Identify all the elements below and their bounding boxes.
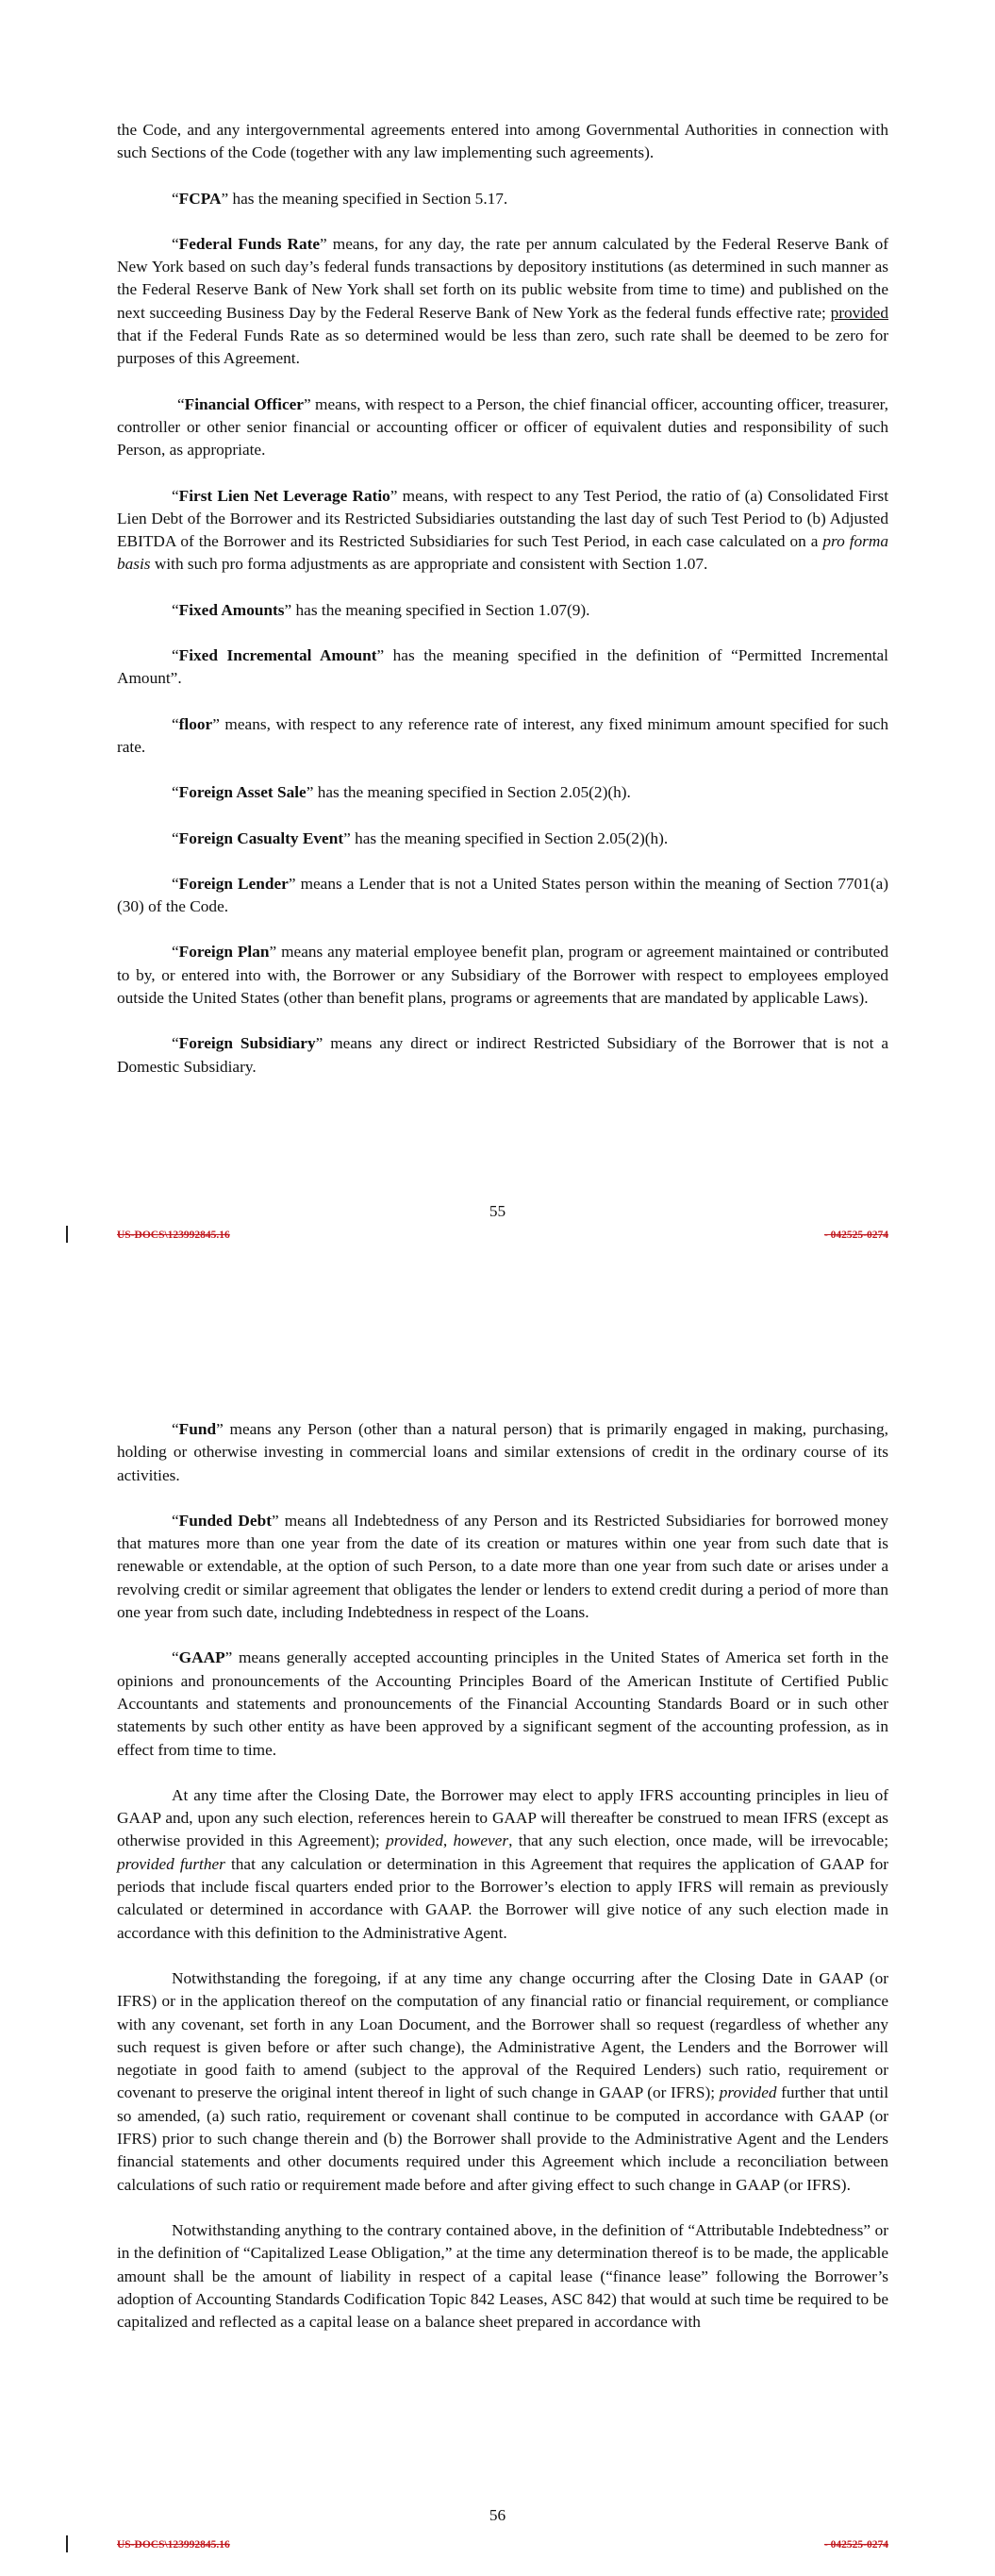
- defined-term: GAAP: [178, 1648, 225, 1667]
- italic-text: pro forma basis: [117, 532, 888, 574]
- footer-doc-ref: - 042525-0274: [823, 1229, 888, 1241]
- footer-doc-id: US-DOCS\123992845.16: [117, 1229, 230, 1241]
- definition-funded-debt: “Funded Debt” means all Indebtedness of any Person and its Restricted Subsidiaries for borrowed money that matures more than one year from the date of its creation or matures within one year from such date that is renewable or extendable, at the option of such Person, to a date more than one year from such date or arises under a revolving credit or similar agreement that obligates the lender or lenders to extend credit during a period of more than one year from such date, including Indebtedness in respect of the Loans.: [117, 1511, 888, 1622]
- definition-gaap: “GAAP” means generally accepted accounting principles in the United States of America set forth in the opinions and pronouncements of the Accounting Principles Board of the American Institute of Certified Public Accountants and statements and pronouncements of the Financial Accounting Standards Board or in such other statements by such other entity as have been approved by a significant segment of the accounting profession, as in effect from time to time.: [117, 1648, 888, 1759]
- definition-fixed-amounts: “Fixed Amounts” has the meaning specified in Section 1.07(9).: [172, 600, 590, 619]
- definition-foreign-casualty-event: “Foreign Casualty Event” has the meaning specified in Section 2.05(2)(h).: [172, 828, 669, 847]
- page-body: [117, 1418, 888, 2356]
- paragraph-capital-lease: Notwithstanding anything to the contrary contained above, in the definition of “Attributable Indebtedness” or in the definition of “Capitalized Lease Obligation,” at the time any determination thereof is to be made, the applicable amount shall be the amount of liability in respect of a capital lease (“finance lease” following the Borrower’s adoption of Accounting Standards Codification Topic 842 Leases, ASC 842) that would at such time be required to be capitalized and reflected as a capital lease on a balance sheet prepared in accordance with: [117, 2220, 888, 2332]
- definition-financial-officer: “Financial Officer” means, with respect to a Person, the chief financial officer, accounting officer, treasurer, controller or other senior financial or accounting officer or officer of equivalent duties and responsibility of such Person, as appropriate.: [117, 394, 888, 460]
- definition-floor: “floor” means, with respect to any reference rate of interest, any fixed minimum amount specified for such rate.: [117, 714, 888, 756]
- defined-term: Fund: [178, 1420, 217, 1438]
- defined-term: First Lien Net Leverage Ratio: [178, 486, 390, 505]
- page-body: [117, 119, 888, 1101]
- definition-foreign-subsidiary: “Foreign Subsidiary” means any direct or indirect Restricted Subsidiary of the Borrower that is not a Domestic Subsidiary.: [117, 1034, 888, 1076]
- footer-doc-id: US-DOCS\123992845.16: [117, 2539, 230, 2551]
- document-page-56: [0, 1269, 995, 2576]
- paragraph-code-continuation: the Code, and any intergovernmental agreements entered into among Governmental Authorities in connection with such Sections of the Code (together with any law implementing such agreements).: [117, 121, 888, 162]
- italic-text: provided: [719, 2083, 777, 2102]
- defined-term: Fixed Incremental Amount: [178, 646, 377, 665]
- defined-term: Foreign Lender: [178, 874, 289, 893]
- page-footer: [0, 1226, 995, 1245]
- definition-fcpa: “FCPA” has the meaning specified in Section 5.17.: [172, 189, 508, 208]
- defined-term: Financial Officer: [184, 394, 304, 413]
- definition-foreign-asset-sale: “Foreign Asset Sale” has the meaning specified in Section 2.05(2)(h).: [172, 783, 631, 802]
- definition-fund: “Fund” means any Person (other than a natural person) that is primarily engaged in making, purchasing, holding or otherwise investing in commercial loans and similar extensions of credit in the ordinary course of its activities.: [117, 1420, 888, 1484]
- defined-term: Fixed Amounts: [178, 600, 285, 619]
- paragraph-ifrs-election: At any time after the Closing Date, the Borrower may elect to apply IFRS accounting principles in lieu of GAAP and, upon any such election, references herein to GAAP will thereafter be construed to mean IFRS (except as otherwise provided in this Agreement); provided, however, that any such election, once made, will be irrevocable; provided further that any calculation or determination in this Agreement that requires the application of GAAP for periods that include fiscal quarters ended prior to the Borrower’s election to apply IFRS will remain as previously calculated or determined in accordance with GAAP. the Borrower will give notice of any such election made in accordance with this definition to the Administrative Agent.: [117, 1785, 889, 1942]
- change-bar: [66, 1226, 68, 1243]
- italic-text: however: [453, 1832, 509, 1850]
- defined-term: Foreign Casualty Event: [178, 828, 344, 847]
- definition-fixed-incremental-amount: “Fixed Incremental Amount” has the meaning specified in the definition of “Permitted Incremental Amount”.: [117, 646, 888, 688]
- definition-foreign-lender: “Foreign Lender” means a Lender that is not a United States person within the meaning of Section 7701(a)(30) of the Code.: [117, 874, 889, 916]
- definition-first-lien-net-leverage-ratio: “First Lien Net Leverage Ratio” means, with respect to any Test Period, the ratio of (a) Consolidated First Lien Debt of the Borrower and its Restricted Subsidiaries outstanding the last day of such Test Period to (b) Adjusted EBITDA of the Borrower and its Restricted Subsidiaries for such Test Period, in each case calculated on a pro forma basis with such pro forma adjustments as are appropriate and consistent with Section 1.07.: [117, 486, 889, 574]
- italic-text: provided: [386, 1832, 443, 1850]
- defined-term: Funded Debt: [178, 1511, 272, 1530]
- document-page-55: [0, 0, 995, 1269]
- provided-underlined: provided: [830, 303, 888, 322]
- defined-term: floor: [178, 714, 213, 733]
- defined-term: FCPA: [178, 189, 222, 208]
- page-number: 56: [489, 2506, 506, 2524]
- definition-foreign-plan: “Foreign Plan” means any material employee benefit plan, program or agreement maintained or contributed to by, or entered into with, the Borrower or any Subsidiary of the Borrower with respect to employees employed outside the United States (other than benefit plans, programs or agreements that are mandated by applicable Laws).: [117, 943, 888, 1008]
- page-footer: [0, 2535, 995, 2554]
- italic-text: provided further: [117, 1854, 225, 1873]
- defined-term: Foreign Subsidiary: [178, 1034, 316, 1053]
- defined-term: Foreign Asset Sale: [178, 783, 307, 802]
- definition-federal-funds-rate: “Federal Funds Rate” means, for any day, the rate per annum calculated by the Federal Reserve Bank of New York based on such day’s federal funds transactions by depository institutions (as determined in such manner as the Federal Reserve Bank of New York shall set forth on its public website from time to time) and published on the next succeeding Business Day by the Federal Reserve Bank of New York as the federal funds effective rate; provided that if the Federal Funds Rate as so determined would be less than zero, such rate shall be deemed to be zero for purposes of this Agreement.: [117, 234, 888, 368]
- page-number: 55: [489, 1202, 506, 1220]
- defined-term: Foreign Plan: [178, 943, 270, 962]
- paragraph-gaap-change: Notwithstanding the foregoing, if at any time any change occurring after the Closing Date in GAAP (or IFRS) or in the application thereof on the computation of any financial ratio or financial requirement, or compliance with any covenant, set forth in any Loan Document, and the Borrower shall so request (regardless of whether any such request is given before or after such change), the Administrative Agent, the Lenders and the Borrower will negotiate in good faith to amend (subject to the approval of the Required Lenders) such ratio, requirement or covenant to preserve the original intent thereof in light of such change in GAAP (or IFRS); provided further that until so amended, (a) such ratio, requirement or covenant shall continue to be computed in accordance with GAAP (or IFRS) prior to such change therein and (b) the Borrower shall provide to the Administrative Agent and the Lenders financial statements and other documents required under this Agreement which include a reconciliation between calculations of such ratio or requirement made before and after giving effect to such change in GAAP (or IFRS).: [117, 1968, 889, 2194]
- footer-doc-ref: - 042525-0274: [823, 2539, 888, 2551]
- defined-term: Federal Funds Rate: [178, 234, 321, 253]
- change-bar: [66, 2535, 68, 2552]
